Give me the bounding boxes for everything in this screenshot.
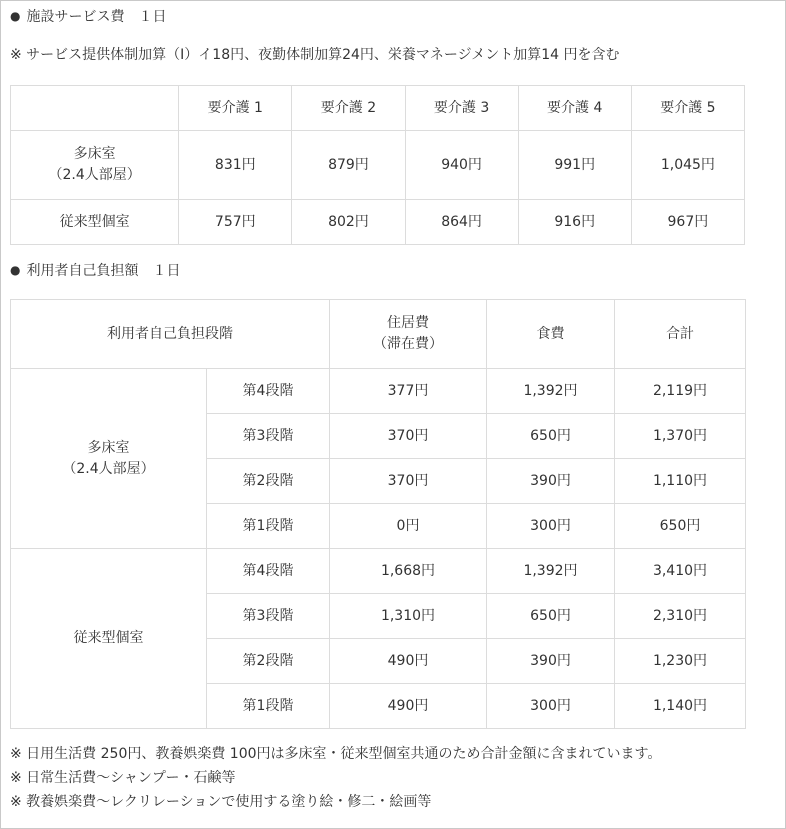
food-cell: 300円	[487, 504, 615, 549]
housing-cell: 0円	[330, 504, 487, 549]
fee-cell: 802円	[292, 200, 405, 245]
housing-cell: 1,310円	[330, 594, 487, 639]
table-row	[11, 369, 746, 414]
header-care-level: 要介護 2	[292, 86, 405, 131]
total-cell: 2,310円	[615, 594, 746, 639]
food-cell: 1,392円	[487, 369, 615, 414]
table-row	[11, 200, 745, 245]
total-cell: 650円	[615, 504, 746, 549]
stage-cell: 第4段階	[207, 369, 330, 414]
total-cell: 2,119円	[615, 369, 746, 414]
housing-cell: 490円	[330, 684, 487, 729]
header-housing-line1: 住居費	[387, 315, 429, 331]
fee-cell: 757円	[179, 200, 292, 245]
fee-cell: 940円	[405, 131, 518, 200]
footnote: ※ 教養娯楽費～レクリレーションで使用する塗り絵・修二・絵画等	[10, 794, 432, 810]
header-care-level: 要介護 5	[631, 86, 744, 131]
row-label-line2: （2.4人部屋）	[48, 167, 141, 183]
fee-cell: 864円	[405, 200, 518, 245]
total-cell: 1,110円	[615, 459, 746, 504]
food-cell: 300円	[487, 684, 615, 729]
header-care-level: 要介護 4	[518, 86, 631, 131]
header-care-level: 要介護 3	[405, 86, 518, 131]
service-fee-table	[10, 85, 745, 245]
food-cell: 650円	[487, 594, 615, 639]
total-cell: 3,410円	[615, 549, 746, 594]
stage-cell: 第3段階	[207, 414, 330, 459]
self-pay-table	[10, 299, 746, 729]
table-row	[11, 131, 745, 200]
footnote: ※ 日常生活費～シャンプー・石鹸等	[10, 770, 236, 786]
section1-note: ※ サービス提供体制加算（Ⅰ）イ18円、夜勤体制加算24円、栄養マネージメント加算14 円を含む	[10, 47, 620, 63]
stage-cell: 第2段階	[207, 459, 330, 504]
total-cell: 1,140円	[615, 684, 746, 729]
row-label-line1: 多床室	[73, 146, 116, 162]
housing-cell: 377円	[330, 369, 487, 414]
total-cell: 1,370円	[615, 414, 746, 459]
stage-cell: 第3段階	[207, 594, 330, 639]
table-header-row	[11, 86, 745, 131]
row-label: 従来型個室	[11, 200, 179, 245]
stage-cell: 第1段階	[207, 504, 330, 549]
stage-cell: 第4段階	[207, 549, 330, 594]
header-housing	[330, 300, 487, 369]
fee-cell: 916円	[518, 200, 631, 245]
housing-cell: 370円	[330, 414, 487, 459]
bullet-icon: ●	[10, 263, 21, 277]
footnote: ※ 日用生活費 250円、教養娯楽費 100円は多床室・従来型個室共通のため合計金額に含まれています。	[10, 746, 662, 762]
header-stage: 利用者自己負担段階	[11, 300, 330, 369]
header-empty-cell	[11, 86, 179, 131]
total-cell: 1,230円	[615, 639, 746, 684]
header-total: 合計	[615, 300, 746, 369]
housing-cell: 490円	[330, 639, 487, 684]
food-cell: 650円	[487, 414, 615, 459]
room-type-line1: 多床室	[87, 439, 130, 456]
room-type-label: 従来型個室	[11, 549, 207, 729]
room-type-line2: （2.4人部屋）	[62, 460, 155, 477]
fee-cell: 967円	[631, 200, 744, 245]
stage-cell: 第2段階	[207, 639, 330, 684]
section1-heading	[10, 7, 166, 27]
header-food: 食費	[487, 300, 615, 369]
fee-cell: 879円	[292, 131, 405, 200]
fee-cell: 1,045円	[631, 131, 744, 200]
header-housing-line2: （滞在費）	[373, 336, 443, 352]
fee-cell: 831円	[179, 131, 292, 200]
section2-title: 利用者自己負担額 １日	[26, 263, 181, 279]
food-cell: 390円	[487, 639, 615, 684]
room-type-label	[11, 369, 207, 549]
section1-title: 施設サービス費 １日	[26, 9, 167, 25]
table-row	[11, 549, 746, 594]
section2-heading	[10, 261, 180, 281]
row-label	[11, 131, 179, 200]
bullet-icon: ●	[10, 9, 21, 23]
table-header-row	[11, 300, 746, 369]
housing-cell: 370円	[330, 459, 487, 504]
food-cell: 1,392円	[487, 549, 615, 594]
stage-cell: 第1段階	[207, 684, 330, 729]
housing-cell: 1,668円	[330, 549, 487, 594]
header-care-level: 要介護 1	[179, 86, 292, 131]
fee-cell: 991円	[518, 131, 631, 200]
food-cell: 390円	[487, 459, 615, 504]
